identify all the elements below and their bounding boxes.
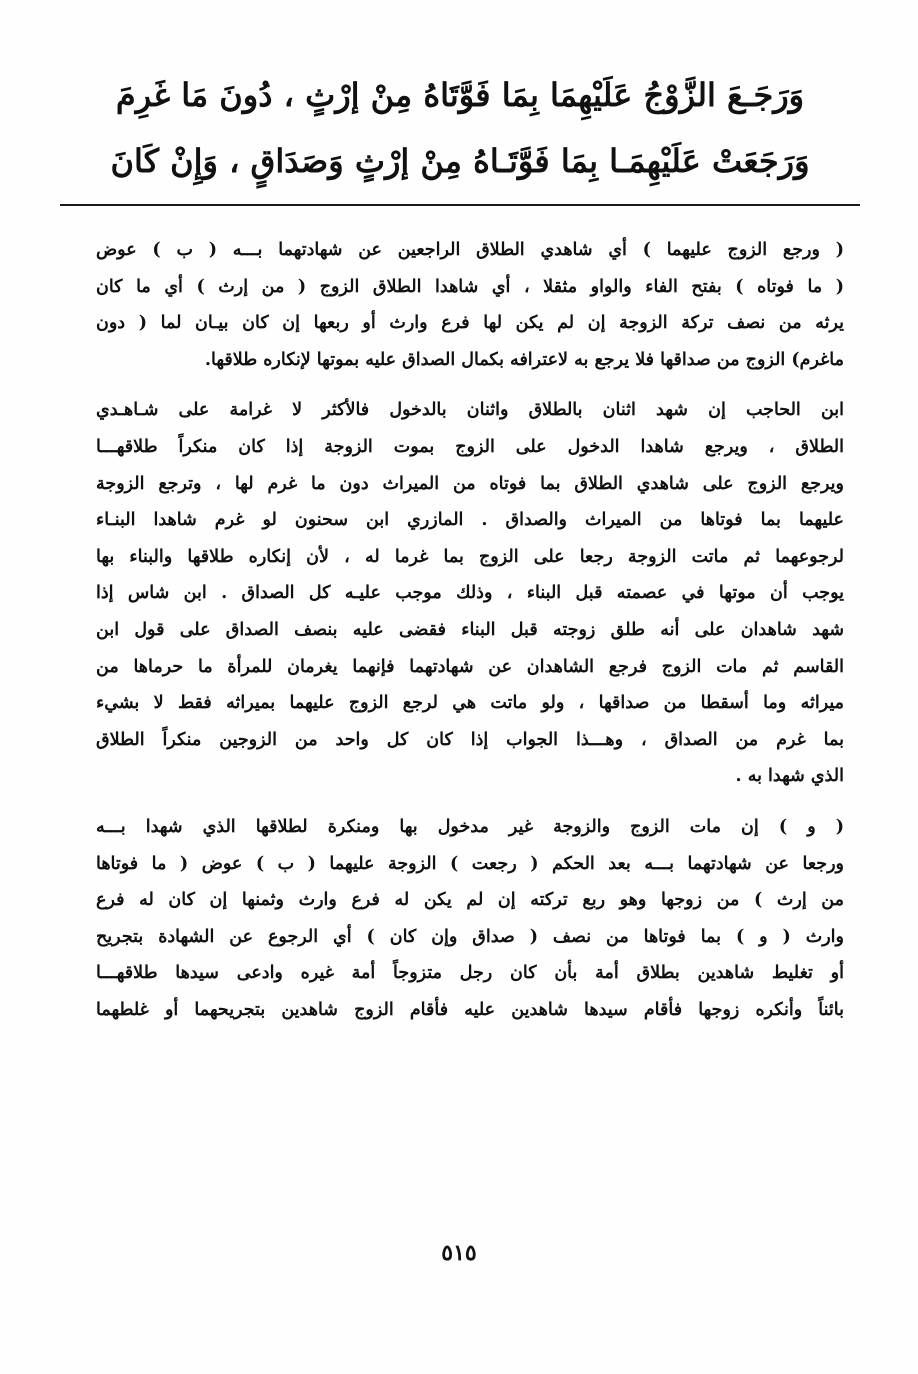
matn-line-1: وَرَجَـعَ الزَّوْجُ عَلَيْهِمَا بِمَا فَوَّتَاهُ مِنْ إرْثٍ ، دُونَ مَا غَرِمَ [115,76,805,114]
text-line: الذي شهدا به . [735,766,844,787]
text-line: من إرث ) من زوجها وهو ربع تركته إن لم يكن له فرع وارث وثمنها إن كان له فرع [96,890,844,911]
text-line: الطلاق ، ويرجع شاهدا الدخول على الزوج بموت الزوجة إذا كان منكراً طلاقهـــا [96,436,844,457]
text-line: يرثه من نصف تركة الزوجة إن لم يكن لها فرع وارث أو ربعها إن كان بيـان لما ( دون [96,313,844,334]
text-line: لرجوعهما ثم ماتت الزوجة رجعا على الزوج بما غرما له ، لأن إنكاره طلاقها والبناء بها [96,546,844,567]
page-number: ٥١٥ [441,1240,477,1266]
text-line: ( ما فوتاه ) بفتح الفاء والواو مثقلا ، أي شاهدا الطلاق الزوج ( من إرث ) أي ما كان [96,276,844,297]
text-line: القاسم ثم مات الزوج فرجع الشاهدان عن شهادتهما فإنهما يغرمان للمرأة ما حرماها من [96,656,844,677]
text-line: ويرجع الزوج على شاهدي الطلاق بما فوتاه من الميراث دون ما غرم لها ، وترجع الزوجة [96,473,844,494]
text-line: بما غرم من الصداق ، وهـــذا الجواب إذا كان كل واحد من الزوجين منكراً الطلاق [96,729,844,750]
text-line: ( ورجع الزوج عليهما ) أي شاهدي الطلاق الراجعين عن شهادتهما بـــه ( ب ) عوض [96,240,844,260]
paragraph-gap [96,795,844,809]
text-line: ماغرم) الزوج من صداقها فلا يرجع به لاعترافه بكمال الصداق عليه بموتها لإنكاره طلاقها. [204,349,844,370]
paragraph-gap [96,378,844,392]
text-line: شهد شاهدان على أنه طلق زوجته قبل البناء فقضى عليه بنصف الصداق على قول ابن [96,619,844,640]
text-line: وارث ( و ) بما فوتاها من نصف ( صداق وإن كان ) أي الرجوع عن الشهادة بتجريح [96,926,844,947]
matn-line-2: وَرَجَعَتْ عَلَيْهِمَـا بِمَا فَوَّتَـاهُ مِنْ إرْثٍ وَصَدَاقٍ ، وَإِنْ كَانَ [110,142,810,180]
paragraph-2 [96,392,844,795]
text-line: بائناً وأنكره زوجها فأقام سيدها شاهدين عليه فأقام الزوج شاهدين بتجريحهما أو غلطهما [96,999,844,1020]
text-line: ميراثه وما أسقطا من صداقها ، ولو ماتت هي لرجع الزوج عليهما بميراثه فقط لا بشيء [96,693,844,714]
text-line: ورجعا عن شهادتهما بـــه بعد الحكم ( رجعت ) الزوجة عليهما ( ب ) عوض ( ما فوتاها [96,853,844,874]
paragraph-3 [96,809,844,1029]
paragraph-1 [96,232,844,378]
separator-rule [60,204,860,206]
text-line: يوجب أن موتها في عصمته قبل البناء ، وذلك موجب عليـه كل الصداق . ابن شاس إذا [96,583,844,604]
text-line: ( و ) إن مات الزوج والزوجة غير مدخول بها ومنكرة لطلاقها الذي شهدا بـــه [96,816,844,837]
text-line: عليهما بما فوتاها من الميراث والصداق . المازري ابن سحنون لو غرم شاهدا البنـاء [96,510,844,531]
text-line: أو تغليط شاهدين بطلاق أمة بأن كان رجل متزوجاً أمة غيره وادعى سيدها طلاقهـــا [96,963,844,984]
matn-text [70,62,850,194]
commentary-text [96,232,844,1028]
text-line: ابن الحاجب إن شهد اثنان بالطلاق واثنان بالدخول فالأكثر لا غرامة على شـاهـدي [96,400,844,421]
